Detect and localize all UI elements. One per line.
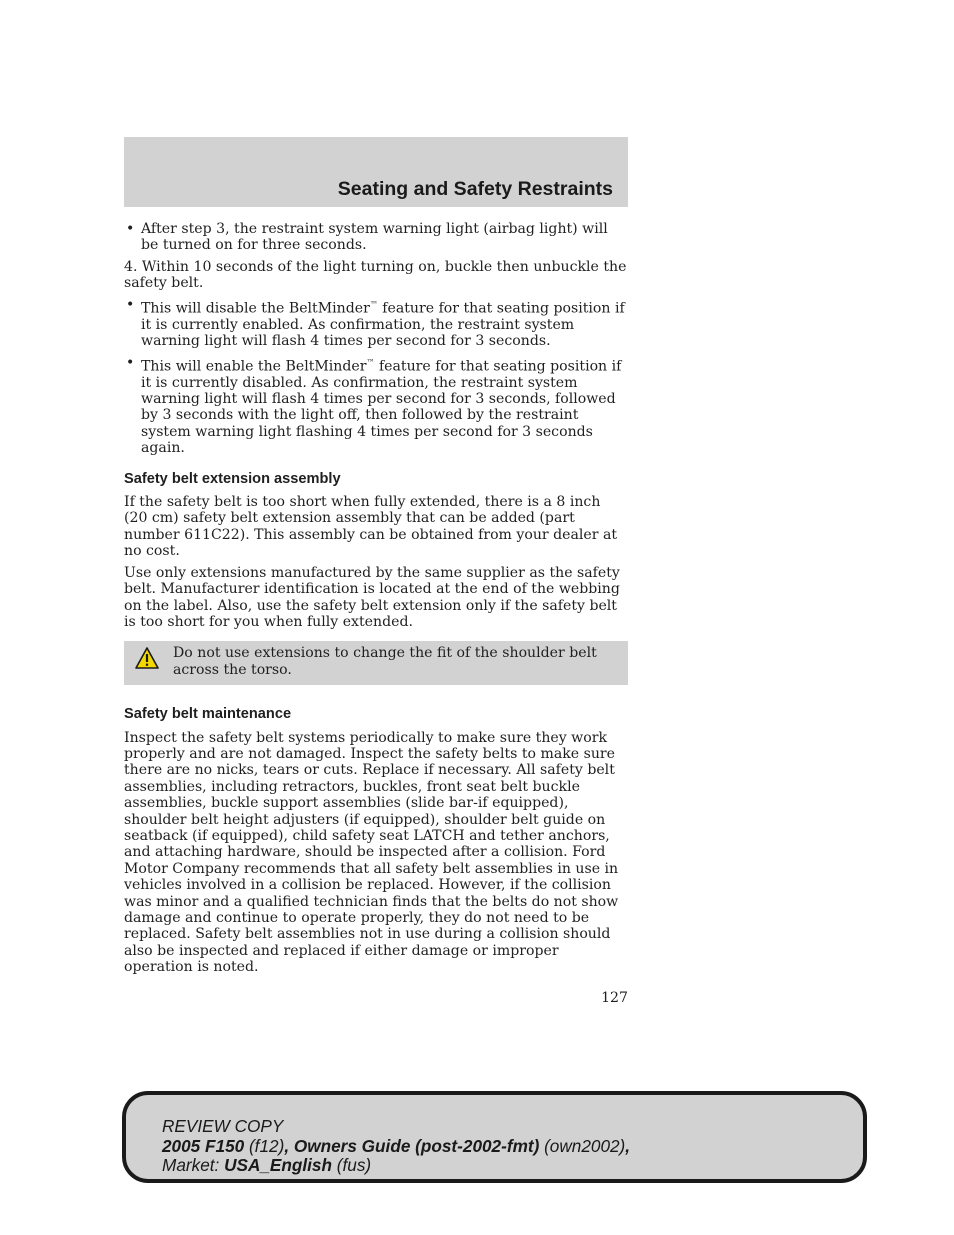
footer-line-3 [162, 1156, 630, 1176]
bullet-symbol: • [126, 296, 135, 313]
footer-line-2 [162, 1137, 630, 1157]
bullet-text-start: This will disable the BeltMinder [141, 300, 370, 317]
footer-text [162, 1117, 630, 1176]
trademark-symbol: ™ [369, 299, 378, 309]
extension-paragraph-2: Use only extensions manufactured by the same supplier as the safety belt. Manufacturer identification is located at the end of the webbing on the label. Also, use the safety belt extension only if the safety belt is too short for you when fully extended. [124, 564, 620, 630]
warning-text: Do not use extensions to change the fit of the shoulder belt across the torso. [173, 645, 597, 678]
review-footer [122, 1091, 867, 1183]
market-name: USA_English [224, 1155, 332, 1175]
bullet-item [124, 297, 628, 350]
extension-paragraph-1: If the safety belt is too short when fully extended, there is a 8 inch (20 cm) safety belt extension assembly that can be added (part number 611C22). This assembly can be obtained from your dealer at no cost. [124, 494, 618, 560]
section-title: Seating and Safety Restraints [337, 178, 613, 200]
bullet-symbol: • [126, 221, 135, 237]
review-copy-label: REVIEW COPY [162, 1116, 284, 1136]
bullet-text-start: This will enable the BeltMinder [141, 358, 367, 375]
trademark-symbol: ™ [366, 357, 375, 367]
step-4-text: 4. Within 10 seconds of the light turning on, buckle then unbuckle the safety belt. [124, 258, 627, 292]
heading-maintenance: Safety belt maintenance [124, 706, 292, 723]
warning-triangle-icon [135, 647, 159, 673]
bullet-text: After step 3, the restraint system warning light (airbag light) will be turned on for three seconds. [141, 221, 608, 254]
section-header [124, 137, 628, 207]
heading-extension: Safety belt extension assembly [124, 470, 341, 487]
bullet-item [124, 355, 628, 457]
bullet-text-end: feature for that seating position if it is currently disabled. As confirmation, the restraint system warning light will flash 4 times per second for 3 seconds, followed by 3 seconds with the light off, then followed by the restraint system warning light flashing 4 times per second for 3 seconds again. [141, 358, 622, 457]
market-label: Market: [162, 1155, 225, 1175]
bullet-symbol: • [126, 354, 135, 371]
guide-name: , Owners Guide (post-2002-fmt) [284, 1135, 540, 1156]
model-code: (f12) [244, 1135, 285, 1156]
bullet-text-end: feature for that seating position if it is currently enabled. As confirmation, the restraint system warning light will flash 4 times per second for 3 seconds. [141, 300, 625, 350]
bullet-item [124, 221, 628, 254]
model-name: 2005 F150 [162, 1135, 245, 1156]
warning-box [124, 641, 628, 685]
page-content [124, 221, 628, 1006]
market-code: (fus) [332, 1155, 372, 1175]
guide-code: (own2002) [539, 1135, 626, 1156]
comma: , [625, 1135, 631, 1156]
page-number: 127 [601, 989, 628, 1006]
maintenance-paragraph: Inspect the safety belt systems periodically to make sure they work properly and are not damaged. Inspect the safety belts to make sure there are no nicks, tears or cuts. Replace if necessary. All safety belt assemblies, including retractors, buckles, front seat belt buckle assemblies, buckle support assemblies (slide bar-if equipped), shoulder belt height adjusters (if equipped), shoulder belt guide on seatback (if equipped), child safety seat LATCH and tether anchors, and attaching hardware, should be inspected after a collision. Ford Motor Company recommends that all safety belt assemblies in use in vehicles involved in a collision be replaced. However, if the collision was minor and a qualified technician finds that the belts do not show damage and continue to operate properly, they do not need to be replaced. Safety belt assemblies not in use during a collision should also be inspected and replaced if either damage or improper operation is noted. [124, 729, 619, 976]
